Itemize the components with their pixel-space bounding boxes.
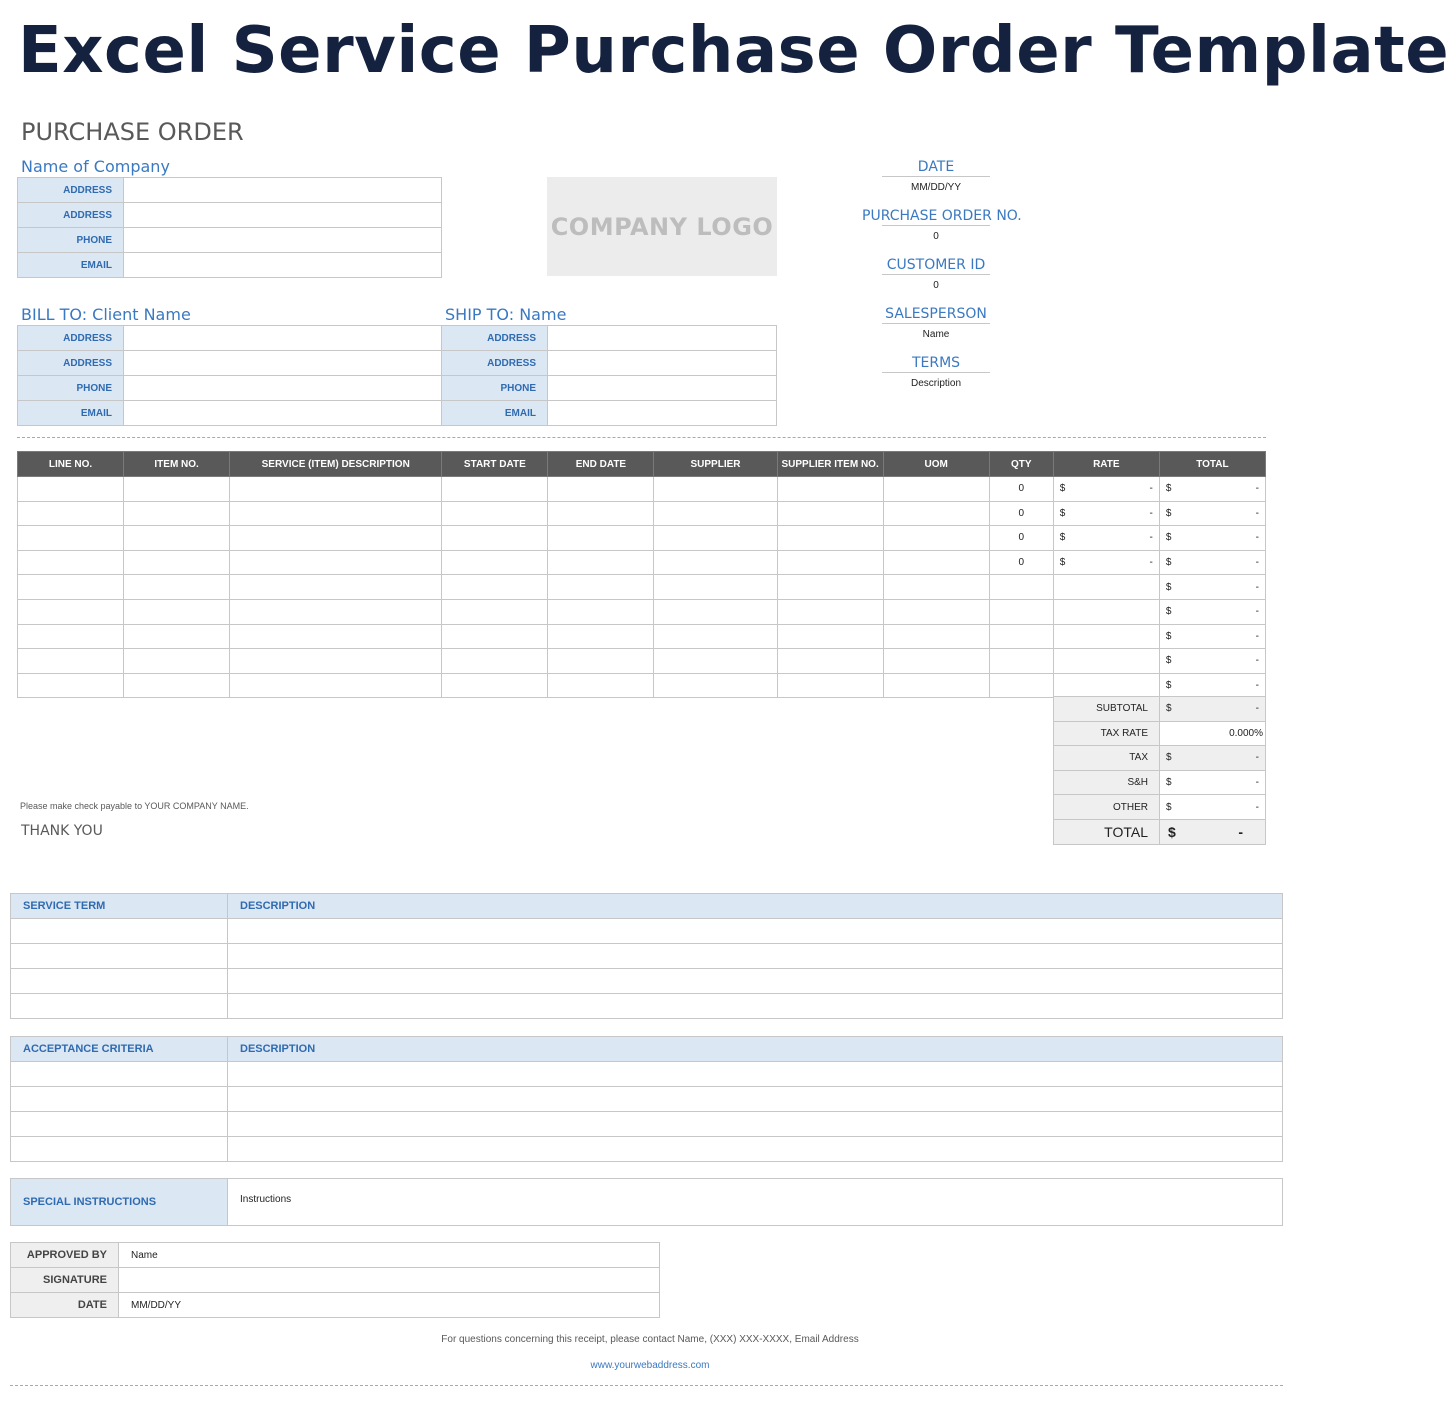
company-phone-field[interactable] [124,228,442,253]
supplier-cell[interactable] [654,477,777,502]
total-cell: $ - [1159,649,1265,674]
uom-cell[interactable] [883,526,989,551]
col-supplier: SUPPLIER [654,452,777,477]
grand-total-value: $ - [1160,819,1266,844]
acceptance-row [11,1112,1283,1137]
description-cell[interactable] [230,501,442,526]
ship-to-phone-field[interactable] [548,376,777,401]
company-address-row [18,178,442,203]
ship-to-email-field[interactable] [548,401,777,426]
company-email-label: EMAIL [18,253,124,278]
description-cell[interactable] [230,624,442,649]
supplier-item-no-cell[interactable] [777,575,883,600]
line-no-cell[interactable] [18,501,124,526]
start-date-cell[interactable] [442,575,548,600]
service-term-cell[interactable] [11,969,228,994]
line-item-row [18,649,1266,674]
customer-id-block [882,256,990,297]
other-row [1054,795,1266,820]
uom-cell[interactable] [883,649,989,674]
ship-to-phone-label: PHONE [442,376,548,401]
item-no-cell[interactable] [124,526,230,551]
uom-cell[interactable] [883,673,989,698]
supplier-item-no-cell[interactable] [777,550,883,575]
date-block [882,158,990,199]
start-date-cell[interactable] [442,673,548,698]
qty-cell[interactable] [989,575,1053,600]
acceptance-description-cell[interactable] [228,1062,1283,1087]
dashed-divider [17,437,1266,438]
ship-to-label: SHIP TO: Name [445,305,567,324]
bill-to-label: BILL TO: Client Name [21,305,191,324]
line-no-cell[interactable] [18,477,124,502]
qty-cell[interactable]: 0 [989,477,1053,502]
other-value[interactable]: $ - [1160,795,1266,820]
line-no-cell[interactable] [18,526,124,551]
start-date-cell[interactable] [442,624,548,649]
acceptance-criteria-cell[interactable] [11,1112,228,1137]
supplier-item-no-cell[interactable] [777,526,883,551]
tax-value: $ - [1160,746,1266,771]
grand-total-row [1054,819,1266,844]
qty-cell[interactable]: 0 [989,501,1053,526]
bill-to-address2-field[interactable] [124,351,442,376]
col-supplier-item-no: SUPPLIER ITEM NO. [777,452,883,477]
bill-to-address-field[interactable] [124,326,442,351]
line-no-cell[interactable] [18,575,124,600]
tax-rate-row [1054,721,1266,746]
ship-to-table [441,325,777,426]
subtotal-label: SUBTOTAL [1054,697,1160,722]
approval-date-label: DATE [11,1293,119,1318]
sh-value[interactable]: $ - [1160,770,1266,795]
signature-field[interactable] [119,1268,660,1293]
description-cell[interactable] [230,526,442,551]
qty-cell[interactable] [989,649,1053,674]
total-cell: $ - [1159,599,1265,624]
supplier-item-no-cell[interactable] [777,624,883,649]
end-date-cell[interactable] [548,501,654,526]
line-item-row [18,624,1266,649]
supplier-cell[interactable] [654,599,777,624]
service-term-table [10,893,1283,1019]
supplier-cell[interactable] [654,550,777,575]
rate-cell[interactable] [1053,673,1159,698]
company-name-label: Name of Company [21,157,170,176]
total-cell: $ - [1159,673,1265,698]
approved-by-field[interactable]: Name [119,1243,660,1268]
acceptance-description-cell[interactable] [228,1137,1283,1162]
payable-note: Please make check payable to YOUR COMPANY NAME. [20,801,249,811]
bill-to-address-label: ADDRESS [18,326,124,351]
acceptance-description-cell[interactable] [228,1112,1283,1137]
item-no-cell[interactable] [124,649,230,674]
description-cell[interactable] [230,649,442,674]
ship-to-email-label: EMAIL [442,401,548,426]
grand-total-label: TOTAL [1054,819,1160,844]
sh-label: S&H [1054,770,1160,795]
item-no-cell[interactable] [124,624,230,649]
item-no-cell[interactable] [124,575,230,600]
company-address2-field[interactable] [124,203,442,228]
total-cell: $ - [1159,575,1265,600]
supplier-item-no-cell[interactable] [777,649,883,674]
line-items-header-row [18,452,1266,477]
service-term-header-label: SERVICE TERM [11,894,228,919]
footer-dashed-divider [10,1385,1283,1386]
approval-table [10,1242,660,1318]
supplier-cell[interactable] [654,673,777,698]
line-no-cell[interactable] [18,624,124,649]
col-uom: UOM [883,452,989,477]
qty-cell[interactable] [989,673,1053,698]
subtotal-row [1054,697,1266,722]
approval-date-row [11,1293,660,1318]
rate-cell[interactable]: $ - [1053,526,1159,551]
company-address2-label: ADDRESS [18,203,124,228]
start-date-cell[interactable] [442,649,548,674]
start-date-cell[interactable] [442,550,548,575]
service-term-cell[interactable] [11,919,228,944]
salesperson-value[interactable]: Name [922,329,950,340]
thank-you-text: THANK YOU [21,823,103,839]
supplier-item-no-cell[interactable] [777,673,883,698]
subtotal-value: $ - [1160,697,1266,722]
line-item-row [18,477,1266,502]
description-cell[interactable] [230,550,442,575]
bill-to-address2-label: ADDRESS [18,351,124,376]
other-label: OTHER [1054,795,1160,820]
col-end-date: END DATE [548,452,654,477]
acceptance-description-header: DESCRIPTION [228,1037,1283,1062]
line-no-cell[interactable] [18,673,124,698]
start-date-cell[interactable] [442,477,548,502]
item-no-cell[interactable] [124,550,230,575]
ship-to-address-label: ADDRESS [442,326,548,351]
bill-to-email-label: EMAIL [18,401,124,426]
terms-value[interactable]: Description [910,378,962,389]
acceptance-row [11,1087,1283,1112]
supplier-item-no-cell[interactable] [777,599,883,624]
acceptance-criteria-cell[interactable] [11,1087,228,1112]
rate-cell[interactable]: $ - [1053,477,1159,502]
supplier-cell[interactable] [654,624,777,649]
line-no-cell[interactable] [18,550,124,575]
service-term-description-cell[interactable] [228,919,1283,944]
signature-label: SIGNATURE [11,1268,119,1293]
service-term-row [11,919,1283,944]
uom-cell[interactable] [883,501,989,526]
line-item-row [18,550,1266,575]
company-info-table [17,177,442,278]
description-cell[interactable] [230,575,442,600]
salesperson-label: SALESPERSON [882,305,990,324]
acceptance-criteria-header [11,1037,1283,1062]
po-number-value[interactable]: 0 [933,231,939,242]
service-term-cell[interactable] [11,994,228,1019]
total-cell: $ - [1159,477,1265,502]
line-item-row [18,501,1266,526]
approved-by-label: APPROVED BY [11,1243,119,1268]
line-items-table [17,451,1266,698]
item-no-cell[interactable] [124,477,230,502]
end-date-cell[interactable] [548,624,654,649]
customer-id-label: CUSTOMER ID [882,256,990,275]
rate-cell[interactable] [1053,624,1159,649]
totals-table [1053,696,1266,845]
service-term-row [11,944,1283,969]
company-logo: COMPANY LOGO [547,177,777,276]
approved-by-row [11,1243,660,1268]
date-label: DATE [882,158,990,177]
col-item-no: ITEM NO. [124,452,230,477]
tax-row [1054,746,1266,771]
page-title: Excel Service Purchase Order Template [18,14,1449,88]
acceptance-row [11,1137,1283,1162]
service-term-cell[interactable] [11,944,228,969]
total-cell: $ - [1159,526,1265,551]
tax-rate-label: TAX RATE [1054,721,1160,746]
footer-web-link[interactable]: www.yourwebaddress.com [590,1360,710,1371]
qty-cell[interactable] [989,599,1053,624]
rate-cell[interactable] [1053,649,1159,674]
supplier-cell[interactable] [654,649,777,674]
date-value[interactable]: MM/DD/YY [911,182,961,193]
special-instructions-label: SPECIAL INSTRUCTIONS [11,1179,228,1226]
qty-cell[interactable]: 0 [989,526,1053,551]
po-number-label: PURCHASE ORDER NO. [862,208,1022,224]
company-email-field[interactable] [124,253,442,278]
ship-to-address2-field[interactable] [548,351,777,376]
po-number-block [862,207,1022,248]
supplier-cell[interactable] [654,526,777,551]
col-qty: QTY [989,452,1053,477]
end-date-cell[interactable] [548,599,654,624]
bill-to-table [17,325,442,426]
acceptance-row [11,1062,1283,1087]
special-instructions-field[interactable]: Instructions [228,1179,1283,1226]
rate-cell[interactable] [1053,575,1159,600]
end-date-cell[interactable] [548,477,654,502]
tax-rate-value[interactable]: 0.000% [1160,721,1266,746]
col-description: SERVICE (ITEM) DESCRIPTION [230,452,442,477]
rate-cell[interactable]: $ - [1053,501,1159,526]
line-item-row [18,673,1266,698]
description-cell[interactable] [230,477,442,502]
uom-cell[interactable] [883,550,989,575]
item-no-cell[interactable] [124,501,230,526]
description-cell[interactable] [230,599,442,624]
signature-row [11,1268,660,1293]
customer-id-value[interactable]: 0 [933,280,939,291]
total-cell: $ - [1159,624,1265,649]
company-phone-row [18,228,442,253]
qty-cell[interactable] [989,624,1053,649]
purchase-order-heading: PURCHASE ORDER [21,118,244,146]
item-no-cell[interactable] [124,599,230,624]
col-rate: RATE [1053,452,1159,477]
line-item-row [18,575,1266,600]
uom-cell[interactable] [883,575,989,600]
approval-date-field[interactable]: MM/DD/YY [119,1293,660,1318]
line-no-cell[interactable] [18,649,124,674]
item-no-cell[interactable] [124,673,230,698]
line-no-cell[interactable] [18,599,124,624]
uom-cell[interactable] [883,624,989,649]
line-item-row [18,526,1266,551]
acceptance-criteria-header-label: ACCEPTANCE CRITERIA [11,1037,228,1062]
end-date-cell[interactable] [548,526,654,551]
service-term-header [11,894,1283,919]
col-total: TOTAL [1159,452,1265,477]
start-date-cell[interactable] [442,599,548,624]
total-cell: $ - [1159,501,1265,526]
service-term-row [11,994,1283,1019]
service-term-row [11,969,1283,994]
service-term-description-cell[interactable] [228,969,1283,994]
ship-to-address2-label: ADDRESS [442,351,548,376]
end-date-cell[interactable] [548,673,654,698]
service-term-description-cell[interactable] [228,944,1283,969]
acceptance-criteria-cell[interactable] [11,1062,228,1087]
end-date-cell[interactable] [548,550,654,575]
sh-row [1054,770,1266,795]
end-date-cell[interactable] [548,575,654,600]
salesperson-block [882,305,990,346]
uom-cell[interactable] [883,477,989,502]
company-address-label: ADDRESS [18,178,124,203]
special-instructions-table [10,1178,1283,1226]
tax-label: TAX [1054,746,1160,771]
acceptance-description-cell[interactable] [228,1087,1283,1112]
acceptance-criteria-table [10,1036,1283,1162]
service-term-description-cell[interactable] [228,994,1283,1019]
bill-to-phone-field[interactable] [124,376,442,401]
col-start-date: START DATE [442,452,548,477]
line-item-row [18,599,1266,624]
rate-cell[interactable]: $ - [1053,550,1159,575]
start-date-cell[interactable] [442,526,548,551]
supplier-cell[interactable] [654,501,777,526]
description-cell[interactable] [230,673,442,698]
company-address2-row [18,203,442,228]
rate-cell[interactable] [1053,599,1159,624]
supplier-item-no-cell[interactable] [777,477,883,502]
end-date-cell[interactable] [548,649,654,674]
footer-contact: For questions concerning this receipt, please contact Name, (XXX) XXX-XXXX, Email Address [441,1334,859,1345]
supplier-cell[interactable] [654,575,777,600]
total-cell: $ - [1159,550,1265,575]
company-address-field[interactable] [124,178,442,203]
company-email-row [18,253,442,278]
start-date-cell[interactable] [442,501,548,526]
supplier-item-no-cell[interactable] [777,501,883,526]
service-term-description-header: DESCRIPTION [228,894,1283,919]
bill-to-email-field[interactable] [124,401,442,426]
company-phone-label: PHONE [18,228,124,253]
ship-to-address-field[interactable] [548,326,777,351]
qty-cell[interactable]: 0 [989,550,1053,575]
terms-block [882,354,990,395]
uom-cell[interactable] [883,599,989,624]
terms-label: TERMS [882,354,990,373]
acceptance-criteria-cell[interactable] [11,1137,228,1162]
col-line-no: LINE NO. [18,452,124,477]
bill-to-phone-label: PHONE [18,376,124,401]
